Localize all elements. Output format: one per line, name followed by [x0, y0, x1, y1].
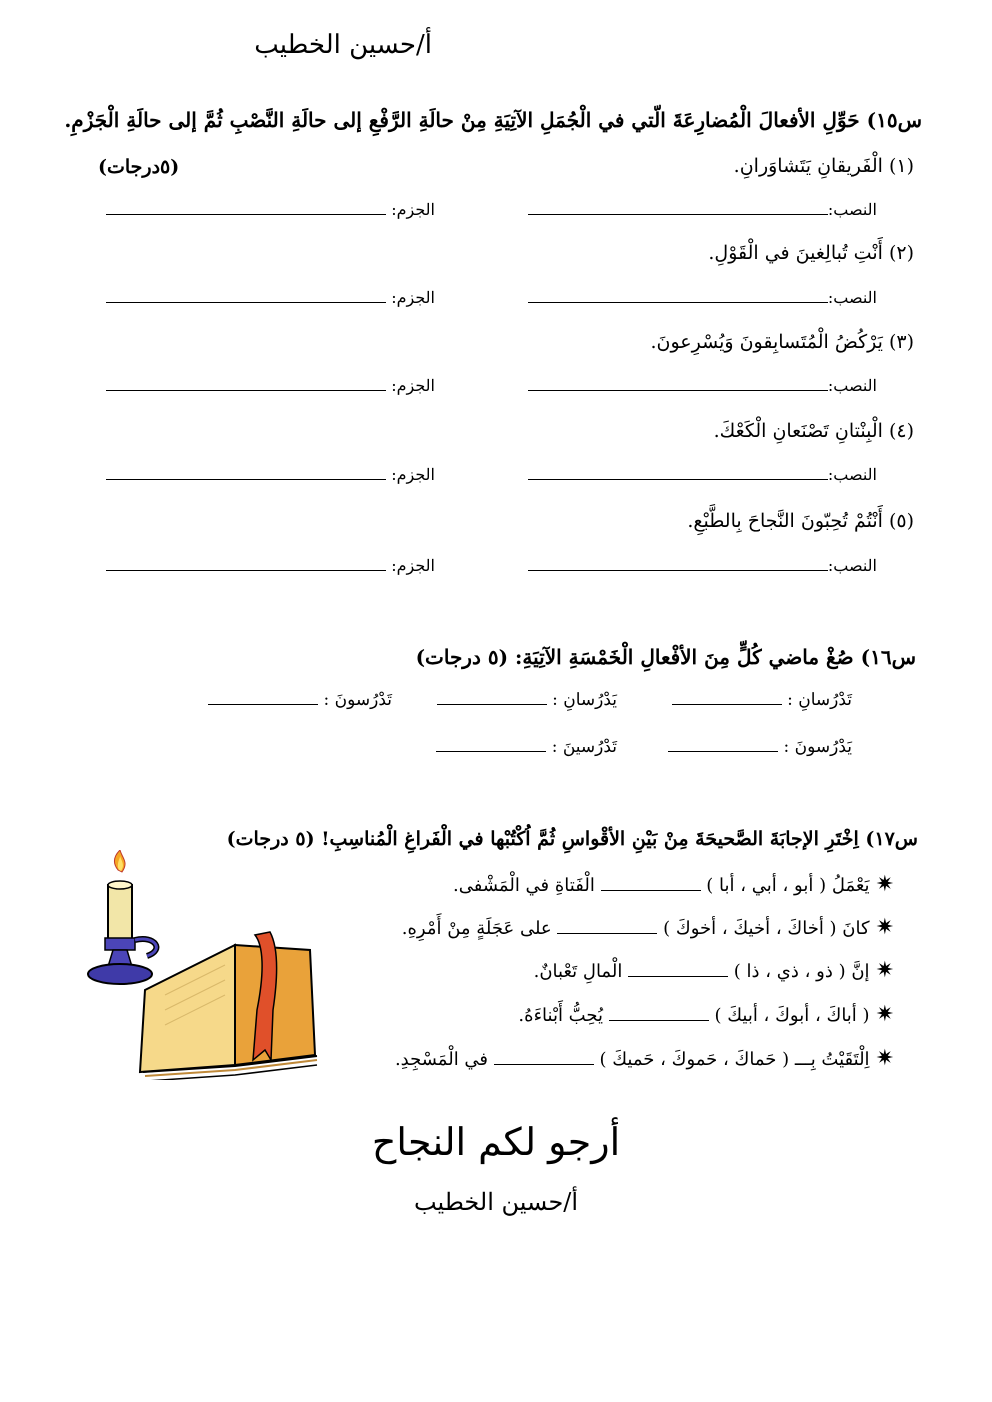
past-answer-line[interactable] — [436, 737, 546, 752]
past-answer-line[interactable] — [672, 690, 782, 705]
header-author: أ/حسين الخطيب — [254, 30, 432, 60]
q15-title: س١٥) حَوِّلِ الأفعالَ الْمُضارِعَةَ الّتي في الْجُمَلِ الآتِيَةِ مِنْ حالَةِ الرَّفْعِ إلى حالَةِ النَّصْبِ ثُمَّ إلى حالَةِ الْجَزْمِ. — [64, 108, 922, 132]
star-bullet-icon: ✷ — [875, 1046, 894, 1071]
farewell-message: أرجو لكم النجاح — [371, 1120, 621, 1164]
choices: ( أباكَ ، أبوكَ ، أبيكَ ) — [714, 1005, 870, 1026]
q17-item-4 — [518, 1002, 894, 1027]
q17-title: س١٧) اِخْتَرِ الإجابَةَ الصَّحيحَةَ مِنْ بَيْنِ الأقْواسِ ثُمَّ اُكْتُبْها في الْفَراغِ الْمُناسِبِ! — [321, 828, 918, 850]
q15-jazm-row-3 — [106, 376, 435, 395]
q16-verb-4 — [668, 737, 852, 757]
past-answer-line[interactable] — [437, 690, 547, 705]
q15-item-2: (٢) أَنْتِ تُبالِغينَ في الْقَوْلِ. — [708, 242, 914, 264]
q16-title-row — [416, 645, 916, 669]
q15-nasb-row-5 — [528, 556, 877, 575]
verb-label: يَدْرُسونَ : — [783, 737, 852, 757]
past-answer-line[interactable] — [208, 690, 318, 705]
q15-grade: (٥درجات) — [98, 156, 180, 178]
star-bullet-icon: ✷ — [875, 915, 894, 940]
q15-nasb-row-1 — [528, 200, 877, 219]
verb-label: تَدْرُسينَ : — [551, 737, 617, 757]
past-answer-line[interactable] — [668, 737, 778, 752]
sentence-rest: الْفَتاةِ في الْمَشْفى. — [453, 875, 595, 896]
nasb-label: النصب: — [827, 200, 877, 219]
choices: اِلْتَقَيْتُ بِـــ ( حَماكَ ، حَموكَ ، حَميكَ ) — [599, 1049, 870, 1070]
open-book-icon — [140, 945, 317, 1080]
q15-jazm-row-2 — [106, 288, 435, 307]
q17-item-5 — [395, 1046, 894, 1071]
sentence-rest: الْمالِ تَعْبانٌ. — [533, 961, 623, 982]
jazm-answer-line[interactable] — [106, 556, 386, 571]
q16-grade: (٥ درجات) — [415, 645, 509, 669]
candle-icon — [88, 850, 156, 984]
blank-line[interactable] — [628, 962, 728, 977]
sentence-rest: في الْمَسْجِدِ. — [394, 1049, 489, 1070]
jazm-label: الجزم: — [391, 465, 435, 484]
verb-label: تَدْرُسانِ : — [787, 690, 852, 710]
jazm-label: الجزم: — [391, 376, 435, 395]
q16-title: س١٦) صُغْ ماضي كُلٍّ مِنَ الأفْعالِ الْخَمْسَةِ الآتِيَةِ: — [515, 645, 916, 669]
q17-item-2 — [402, 915, 894, 940]
star-bullet-icon: ✷ — [875, 872, 894, 897]
q17-item-1 — [453, 872, 894, 897]
jazm-label: الجزم: — [391, 556, 435, 575]
nasb-answer-line[interactable] — [528, 376, 828, 391]
star-bullet-icon: ✷ — [875, 1002, 894, 1027]
choices: كانَ ( أخاكَ ، أخيكَ ، أخوكَ ) — [663, 918, 870, 939]
jazm-label: الجزم: — [391, 200, 435, 219]
q17-title-row — [227, 828, 918, 850]
q16-verb-3 — [208, 690, 392, 710]
choices: يَعْمَلُ ( أبو ، أبي ، أبا ) — [706, 875, 870, 896]
nasb-answer-line[interactable] — [528, 465, 828, 480]
blank-line[interactable] — [609, 1006, 709, 1021]
blank-line[interactable] — [557, 919, 657, 934]
nasb-label: النصب: — [827, 376, 877, 395]
candle-book-illustration — [85, 850, 325, 1080]
q16-verb-5 — [436, 737, 617, 757]
q15-jazm-row-1 — [106, 200, 435, 219]
q15-item-3: (٣) يَرْكُضُ الْمُتَسابِقونَ وَيُسْرِعونَ. — [650, 331, 914, 353]
q15-jazm-row-4 — [106, 465, 435, 484]
footer-author: أ/حسين الخطيب — [413, 1188, 579, 1216]
nasb-label: النصب: — [827, 465, 877, 484]
nasb-answer-line[interactable] — [528, 288, 828, 303]
blank-line[interactable] — [494, 1050, 594, 1065]
q17-grade: (٥ درجات) — [226, 828, 315, 850]
q15-nasb-row-3 — [528, 376, 877, 395]
jazm-answer-line[interactable] — [106, 376, 386, 391]
q15-item-4: (٤) الْبِنْتانِ تَصْنَعانِ الْكَعْكَ. — [713, 420, 914, 442]
nasb-label: النصب: — [827, 288, 877, 307]
q15-item-1: (١) الْفَريقانِ يَتَشاوَرانِ. — [733, 155, 914, 177]
q16-verb-2 — [437, 690, 617, 710]
q15-nasb-row-4 — [528, 465, 877, 484]
nasb-answer-line[interactable] — [528, 200, 828, 215]
jazm-label: الجزم: — [391, 288, 435, 307]
q15-nasb-row-2 — [528, 288, 877, 307]
q15-item-5: (٥) أَنْتُمْ تُحِبّونَ النَّجاحَ بِالطَّبْعِ. — [687, 510, 914, 532]
q16-verb-1 — [672, 690, 852, 710]
nasb-label: النصب: — [827, 556, 877, 575]
blank-line[interactable] — [601, 876, 701, 891]
jazm-answer-line[interactable] — [106, 465, 386, 480]
jazm-answer-line[interactable] — [106, 288, 386, 303]
choices: إنَّ ( ذو ، ذي ، ذا ) — [733, 961, 870, 982]
sentence-rest: يُحِبُّ أَبْناءَهُ. — [518, 1005, 603, 1026]
jazm-answer-line[interactable] — [106, 200, 386, 215]
verb-label: يَدْرُسانِ : — [552, 690, 617, 710]
verb-label: تَدْرُسونَ : — [323, 690, 392, 710]
sentence-rest: على عَجَلَةٍ مِنْ أَمْرِهِ. — [401, 918, 552, 939]
q15-jazm-row-5 — [106, 556, 435, 575]
nasb-answer-line[interactable] — [528, 556, 828, 571]
q17-item-3 — [534, 958, 894, 983]
star-bullet-icon: ✷ — [875, 958, 894, 983]
